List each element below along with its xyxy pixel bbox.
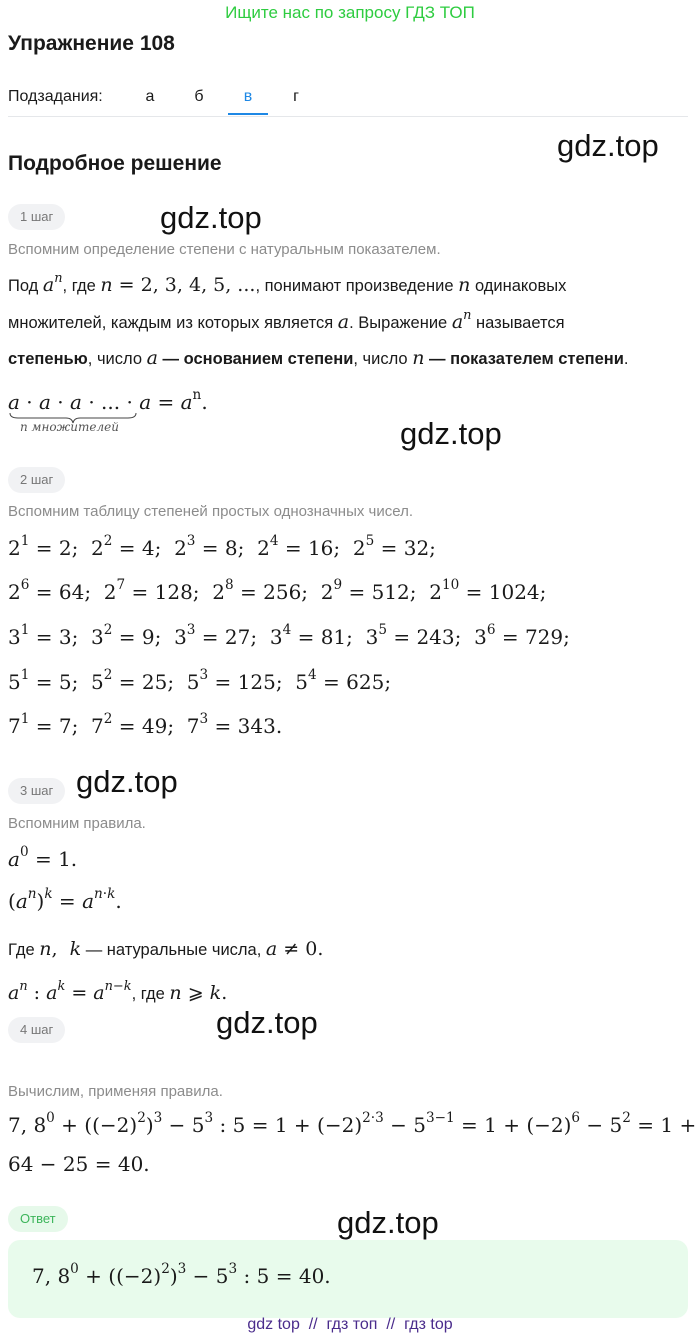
footer-link-1[interactable]: gdz top <box>247 1316 300 1333</box>
powers-of-2-row-1: $2^1 = 2$; $2^2 = 4$; $2^3 = 8$; $2^4 = 16$; $2^5 = 32$; <box>8 533 436 560</box>
footer-separator: // <box>308 1316 318 1333</box>
watermark: gdz.top <box>160 200 262 235</box>
rule-division: $a^n$ : $a^k = a^{n-k}$, где n ⩾ k. <box>8 978 228 1004</box>
answer-badge: Ответ <box>8 1206 68 1232</box>
rule-condition: Где n, k — натуральные числа, a ≠ 0. <box>8 938 324 960</box>
watermark: gdz.top <box>76 764 178 799</box>
rule-power-of-power: $(a^n)^k = a^{n\cdot k}$. <box>8 886 122 913</box>
calculation-line-2: 64 − 25 = 40. <box>8 1152 150 1176</box>
step-intro: Вычислим, применяя правила. <box>8 1083 223 1100</box>
watermark: gdz.top <box>337 1205 439 1240</box>
powers-of-2-row-2: $2^6 = 64$; $2^7 = 128$; $2^8 = 256$; $2^9 = 512$; $2^{10} = 1024$; <box>8 577 547 604</box>
tab-b[interactable]: б <box>194 88 204 105</box>
step-badge: 1 шаг <box>8 204 65 230</box>
rule-zero-power: $a^0 = 1$. <box>8 844 78 871</box>
page-title: Упражнение 108 <box>8 32 175 55</box>
top-banner: Ищите нас по запросу ГДЗ ТОП <box>225 3 475 22</box>
answer-box <box>8 1240 688 1318</box>
powers-of-7: $7^1 = 7$; $7^2 = 49$; $7^3 = 343$. <box>8 711 283 738</box>
underbrace-label: n множителей <box>20 420 119 434</box>
watermark: gdz.top <box>400 416 502 451</box>
step-intro: Вспомним таблицу степеней простых однозначных чисел. <box>8 503 413 520</box>
footer-separator: // <box>386 1316 396 1333</box>
definition-line-3: степенью, число a — основанием степени, число n — показателем степени. <box>8 347 629 369</box>
watermark: gdz.top <box>216 1005 318 1040</box>
definition-line-1: Под $a^n$, где n = 2, 3, 4, 5, ..., понимают произведение n одинаковых <box>8 270 567 296</box>
tab-a[interactable]: а <box>145 88 155 105</box>
step-intro: Вспомним определение степени с натуральным показателем. <box>8 241 441 258</box>
watermark: gdz.top <box>557 128 659 163</box>
step-badge: 3 шаг <box>8 778 65 804</box>
product-formula: a · a · a · ... · $a = a^n$. <box>8 387 208 414</box>
definition-line-2: множителей, каждым из которых является a. Выражение $a^n$ называется <box>8 307 565 333</box>
tab-v[interactable]: в <box>243 88 253 105</box>
powers-of-3: $3^1 = 3$; $3^2 = 9$; $3^3 = 27$; $3^4 = 81$; $3^5 = 243$; $3^6 = 729$; <box>8 622 570 649</box>
step-intro: Вспомним правила. <box>8 815 146 832</box>
footer-link-2[interactable]: гдз топ <box>326 1316 378 1333</box>
tab-g[interactable]: г <box>293 88 299 105</box>
subtasks-nav <box>8 86 688 117</box>
step-badge: 4 шаг <box>8 1017 65 1043</box>
calculation-line-1: 7, $8^0 + ((-2)^2)^3 - 5^3$ : $5 = 1 + (-2)^{2\cdot 3} - 5^{3-1} = 1 + (-2)^6 - 5^2 = 1$ + <box>8 1110 697 1137</box>
active-tab-indicator <box>228 113 268 115</box>
powers-of-5: $5^1 = 5$; $5^2 = 25$; $5^3 = 125$; $5^4 = 625$; <box>8 667 392 694</box>
answer-equation: 7, $8^0 + ((-2)^2)^3 - 5^3$ : 5 = 40. <box>32 1261 331 1288</box>
footer-link-3[interactable]: гдз top <box>404 1316 453 1333</box>
step-badge: 2 шаг <box>8 467 65 493</box>
footer <box>0 1316 700 1334</box>
subtasks-label: Подзадания: <box>8 88 103 105</box>
section-title: Подробное решение <box>8 152 222 175</box>
